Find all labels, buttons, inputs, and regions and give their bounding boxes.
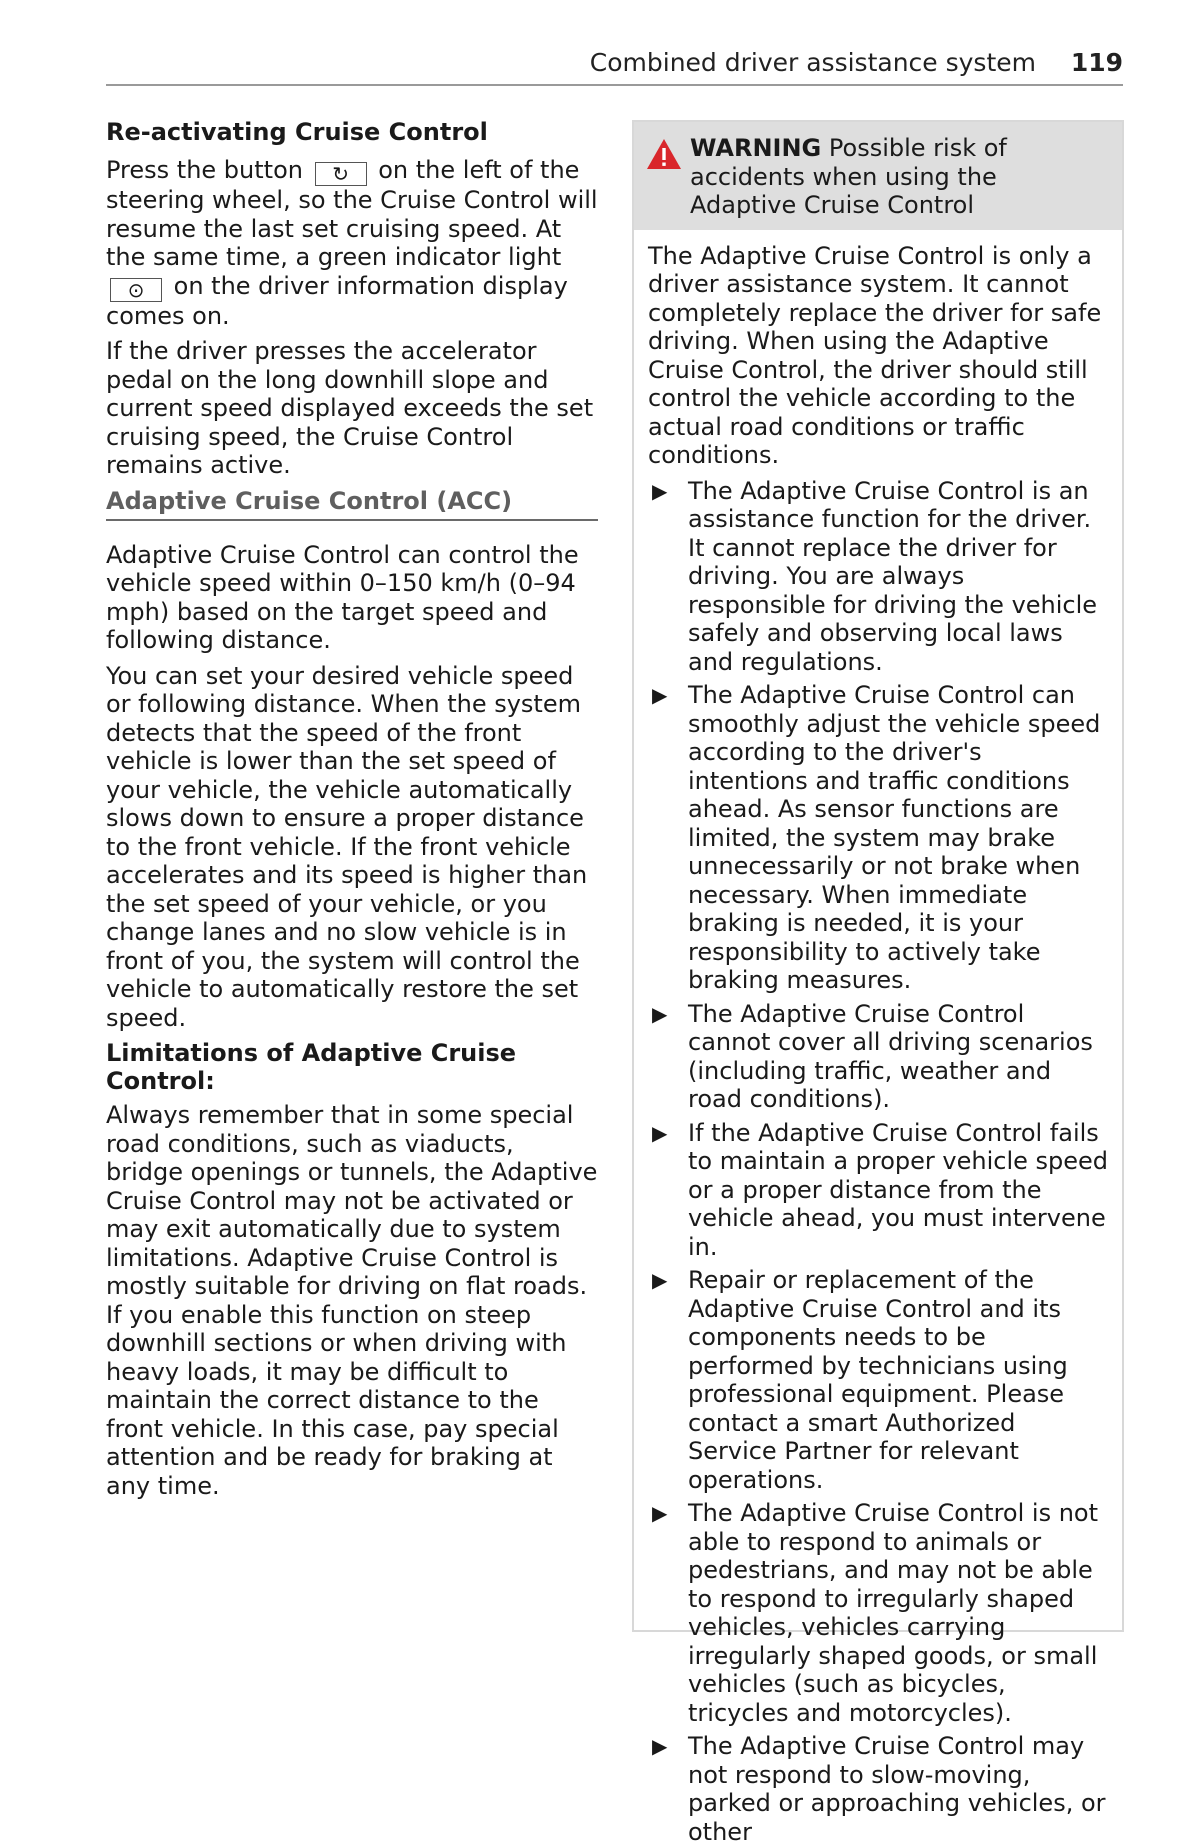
left-column — [106, 118, 598, 1507]
list-item — [648, 1266, 1108, 1494]
section-title: Combined driver assistance system — [590, 48, 1036, 77]
bullet-arrow-icon: ▶ — [652, 1732, 667, 1761]
bullet-arrow-icon: ▶ — [652, 1499, 667, 1528]
list-item — [648, 1499, 1108, 1727]
list-item — [648, 681, 1108, 995]
warning-body — [634, 230, 1122, 1846]
acc-distance-paragraph: You can set your desired vehicle speed or following distance. When the system detects that the speed of the front vehicle is lower than the set speed of your vehicle, the vehicle automatically slows down to ensure a proper distance to the front vehicle. If the front vehicle accelerates and its speed is higher than the set speed of your vehicle, or you change lanes and no slow vehicle is in front of you, the system will control the vehicle to automatically restore the set speed. — [106, 662, 598, 1033]
list-item-text: The Adaptive Cruise Control is an assistance function for the driver. It cannot replace the driver for driving. You are always responsible for driving the vehicle safely and observing local laws and regulations. — [688, 477, 1097, 676]
bullet-arrow-icon: ▶ — [652, 1119, 667, 1148]
acc-heading: Adaptive Cruise Control (ACC) — [106, 487, 598, 521]
acc-speed-paragraph: Adaptive Cruise Control can control the vehicle speed within 0–150 km/h (0–94 mph) based on the target speed and following distance. — [106, 541, 598, 655]
cruise-indicator-icon: ⊙ — [110, 278, 162, 302]
list-item — [648, 477, 1108, 677]
warning-box — [632, 120, 1124, 1632]
p1-text-b: on the left of the steering wheel, so the Cruise Control will resume the last set cruising speed. At the same time, a green indicator light — [106, 156, 598, 271]
list-item — [648, 1119, 1108, 1262]
warning-triangle-icon — [646, 138, 682, 170]
warning-label: WARNING — [690, 134, 821, 162]
list-item-text: If the Adaptive Cruise Control fails to maintain a proper vehicle speed or a proper distance from the vehicle ahead, you must intervene in. — [688, 1119, 1108, 1261]
reactivate-paragraph — [106, 156, 598, 330]
warning-title: Possible risk of accidents when using the Adaptive Cruise Control — [690, 134, 1007, 219]
list-item — [648, 1732, 1108, 1846]
p1-text-c: on the driver information display comes on. — [106, 272, 568, 330]
bullet-arrow-icon: ▶ — [652, 477, 667, 506]
warning-header — [634, 122, 1122, 230]
list-item-text: Repair or replacement of the Adaptive Cruise Control and its components needs to be performed by technicians using professional equipment. Please contact a smart Authorized Service Partner for relevant operations. — [688, 1266, 1068, 1494]
p1-text-a: Press the button — [106, 156, 303, 184]
list-item-text: The Adaptive Cruise Control is not able to respond to animals or pedestrians, and may not be able to respond to irregularly shaped vehicles, vehicles carrying irregularly shaped goods, or small vehicles (such as bicycles, tricycles and motorcycles). — [688, 1499, 1098, 1727]
limitations-heading: Limitations of Adaptive Cruise Control: — [106, 1039, 598, 1095]
warning-intro: The Adaptive Cruise Control is only a driver assistance system. It cannot completely replace the driver for safe driving. When using the Adaptive Cruise Control, the driver should still control the vehicle according to the actual road conditions or traffic conditions. — [648, 242, 1108, 470]
warning-list — [648, 477, 1108, 1846]
list-item-text: The Adaptive Cruise Control may not respond to slow-moving, parked or approaching vehicles, or other — [688, 1732, 1106, 1846]
list-item-text: The Adaptive Cruise Control cannot cover all driving scenarios (including traffic, weather and road conditions). — [688, 1000, 1093, 1114]
bullet-arrow-icon: ▶ — [652, 1266, 667, 1295]
accelerator-paragraph: If the driver presses the accelerator pedal on the long downhill slope and current speed displayed exceeds the set cruising speed, the Cruise Control remains active. — [106, 337, 598, 480]
page-header — [106, 44, 1123, 86]
list-item — [648, 1000, 1108, 1114]
limitations-paragraph: Always remember that in some special road conditions, such as viaducts, bridge openings or tunnels, the Adaptive Cruise Control may not be activated or may exit automatically due to system limitations. Adaptive Cruise Control is mostly suitable for driving on flat roads. If you enable this function on steep downhill sections or when driving with heavy loads, it may be difficult to maintain the correct distance to the front vehicle. In this case, pay special attention and be ready for braking at any time. — [106, 1101, 598, 1500]
bullet-arrow-icon: ▶ — [652, 1000, 667, 1029]
reactivate-heading: Re-activating Cruise Control — [106, 118, 598, 146]
resume-icon: ↻ — [315, 162, 367, 186]
bullet-arrow-icon: ▶ — [652, 681, 667, 710]
page-number: 119 — [1071, 48, 1123, 77]
list-item-text: The Adaptive Cruise Control can smoothly adjust the vehicle speed according to the driver's intentions and traffic conditions ahead. As sensor functions are limited, the system may brake unnecessarily or not brake when necessary. When immediate braking is needed, it is your responsibility to actively take braking measures. — [688, 681, 1100, 994]
